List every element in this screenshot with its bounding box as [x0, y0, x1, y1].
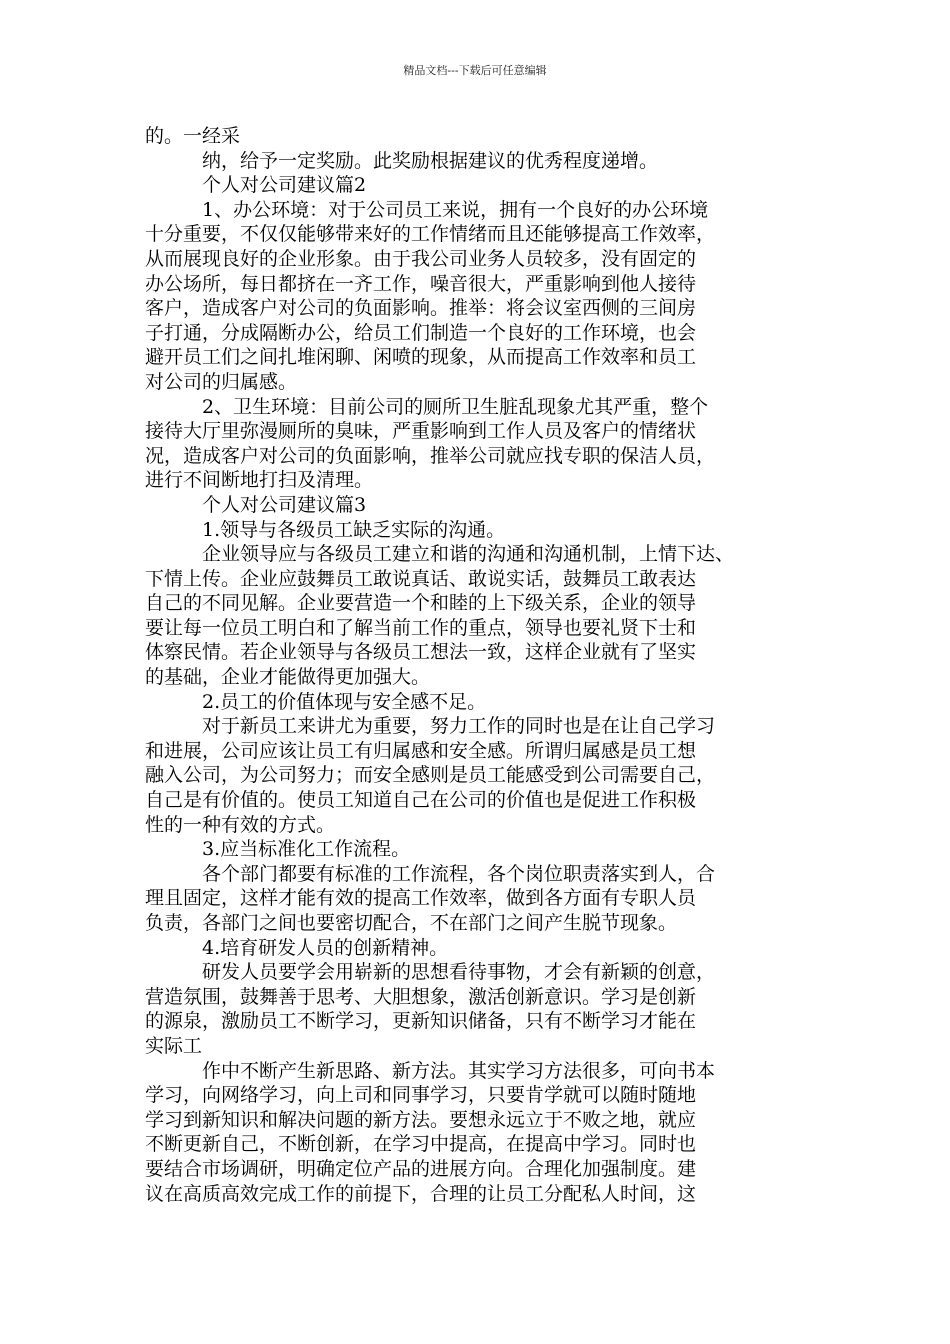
text-line: 性的一种有效的方式。: [145, 813, 336, 836]
text-line: 况，造成客户对公司的负面影响，推举公司就应找专职的保洁人员，: [145, 444, 716, 467]
text-line: 作中不断产生新思路、新方法。其实学习方法很多，可向书本: [202, 1059, 716, 1082]
text-line: 营造氛围，鼓舞善于思考、大胆想象，激活创新意识。学习是创新: [145, 985, 697, 1008]
document-body: [145, 124, 805, 1206]
text-line: 负责，各部门之间也要密切配合，不在部门之间产生脱节现象。: [145, 912, 678, 934]
text-line: 各个部门都要有标准的工作流程，各个岗位职责落实到人，合: [202, 862, 716, 885]
text-line: 下情上传。企业应鼓舞员工敢说真话、敢说实话，鼓舞员工敢表达: [145, 567, 697, 590]
text-line: 要让每一位员工明白和了解当前工作的重点，领导也要礼贤下士和: [145, 616, 697, 639]
text-line: 融入公司，为公司努力；而安全感则是员工能感受到公司需要自己，: [145, 764, 716, 787]
text-line: 的源泉，激励员工不断学习，更新知识储备，只有不断学习才能在: [145, 1010, 697, 1033]
text-line: 的。一经采: [145, 125, 241, 147]
text-line: 子打通，分成隔断办公，给员工们制造一个良好的工作环境，也会: [145, 321, 697, 344]
text-line: 个人对公司建议篇2: [202, 174, 367, 197]
text-line: 纳，给予一定奖励。此奖励根据建议的优秀程度递增。: [202, 149, 659, 172]
text-line: 个人对公司建议篇3: [202, 493, 367, 516]
text-line: 议在高质高效完成工作的前提下，合理的让员工分配私人时间，这: [145, 1182, 697, 1205]
text-line: 自己的不同见解。企业要营造一个和睦的上下级关系，企业的领导: [145, 592, 697, 615]
text-line: 实际工: [145, 1034, 203, 1057]
text-line: 的基础，企业才能做得更加强大。: [145, 666, 431, 689]
text-line: 研发人员要学会用崭新的思想看待事物，才会有新颖的创意，: [202, 961, 716, 984]
text-line: 2、卫生环境：目前公司的厕所卫生脏乱现象尤其严重，整个: [202, 395, 709, 418]
text-line: 接待大厅里弥漫厕所的臭味，严重影响到工作人员及客户的情绪状: [145, 420, 697, 443]
text-line: 2.员工的价值体现与安全感不足。: [202, 690, 487, 713]
text-line: 1.领导与各级员工缺乏实际的沟通。: [202, 518, 506, 541]
page-header: 精品文档---下载后可任意编辑: [403, 64, 547, 77]
text-line: 3.应当标准化工作流程。: [202, 838, 411, 861]
text-line: 理且固定，这样才能有效的提高工作效率，做到各方面有专职人员: [145, 887, 697, 910]
text-line: 学习，向网络学习，向上司和同事学习，只要肯学就可以随时随地: [145, 1084, 697, 1107]
text-line: 客户，造成客户对公司的负面影响。推举：将会议室西侧的三间房: [145, 297, 697, 320]
text-line: 进行不间断地打扫及清理。: [145, 469, 374, 492]
text-line: 对于新员工来讲尤为重要，努力工作的同时也是在让自己学习: [202, 715, 716, 738]
text-line: 和进展，公司应该让员工有归属感和安全感。所谓归属感是员工想: [145, 739, 697, 762]
text-line: 学习到新知识和解决问题的新方法。要想永远立于不败之地，就应: [145, 1108, 697, 1131]
text-line: 对公司的归属感。: [145, 370, 298, 393]
text-line: 自己是有价值的。使员工知道自己在公司的价值也是促进工作积极: [145, 789, 697, 812]
text-line: 要结合市场调研，明确定位产品的进展方向。合理化加强制度。建: [145, 1157, 697, 1180]
text-line: 从而展现良好的企业形象。由于我公司业务人员较多，没有固定的: [145, 247, 697, 270]
text-line: 4.培育研发人员的创新精神。: [202, 936, 449, 959]
text-line: 不断更新自己，不断创新，在学习中提高，在提高中学习。同时也: [145, 1133, 697, 1156]
text-line: 1、办公环境：对于公司员工来说，拥有一个良好的办公环境: [202, 198, 709, 221]
text-line: 十分重要，不仅仅能够带来好的工作情绪而且还能够提高工作效率，: [145, 223, 716, 246]
text-line: 办公场所，每日都挤在一齐工作，噪音很大，严重影响到他人接待: [145, 272, 697, 295]
text-line: 体察民情。若企业领导与各级员工想法一致，这样企业就有了坚实: [145, 641, 697, 664]
text-line: 企业领导应与各级员工建立和谐的沟通和沟通机制，上情下达、: [202, 543, 735, 566]
text-line: 避开员工们之间扎堆闲聊、闲喷的现象，从而提高工作效率和员工: [145, 346, 697, 369]
